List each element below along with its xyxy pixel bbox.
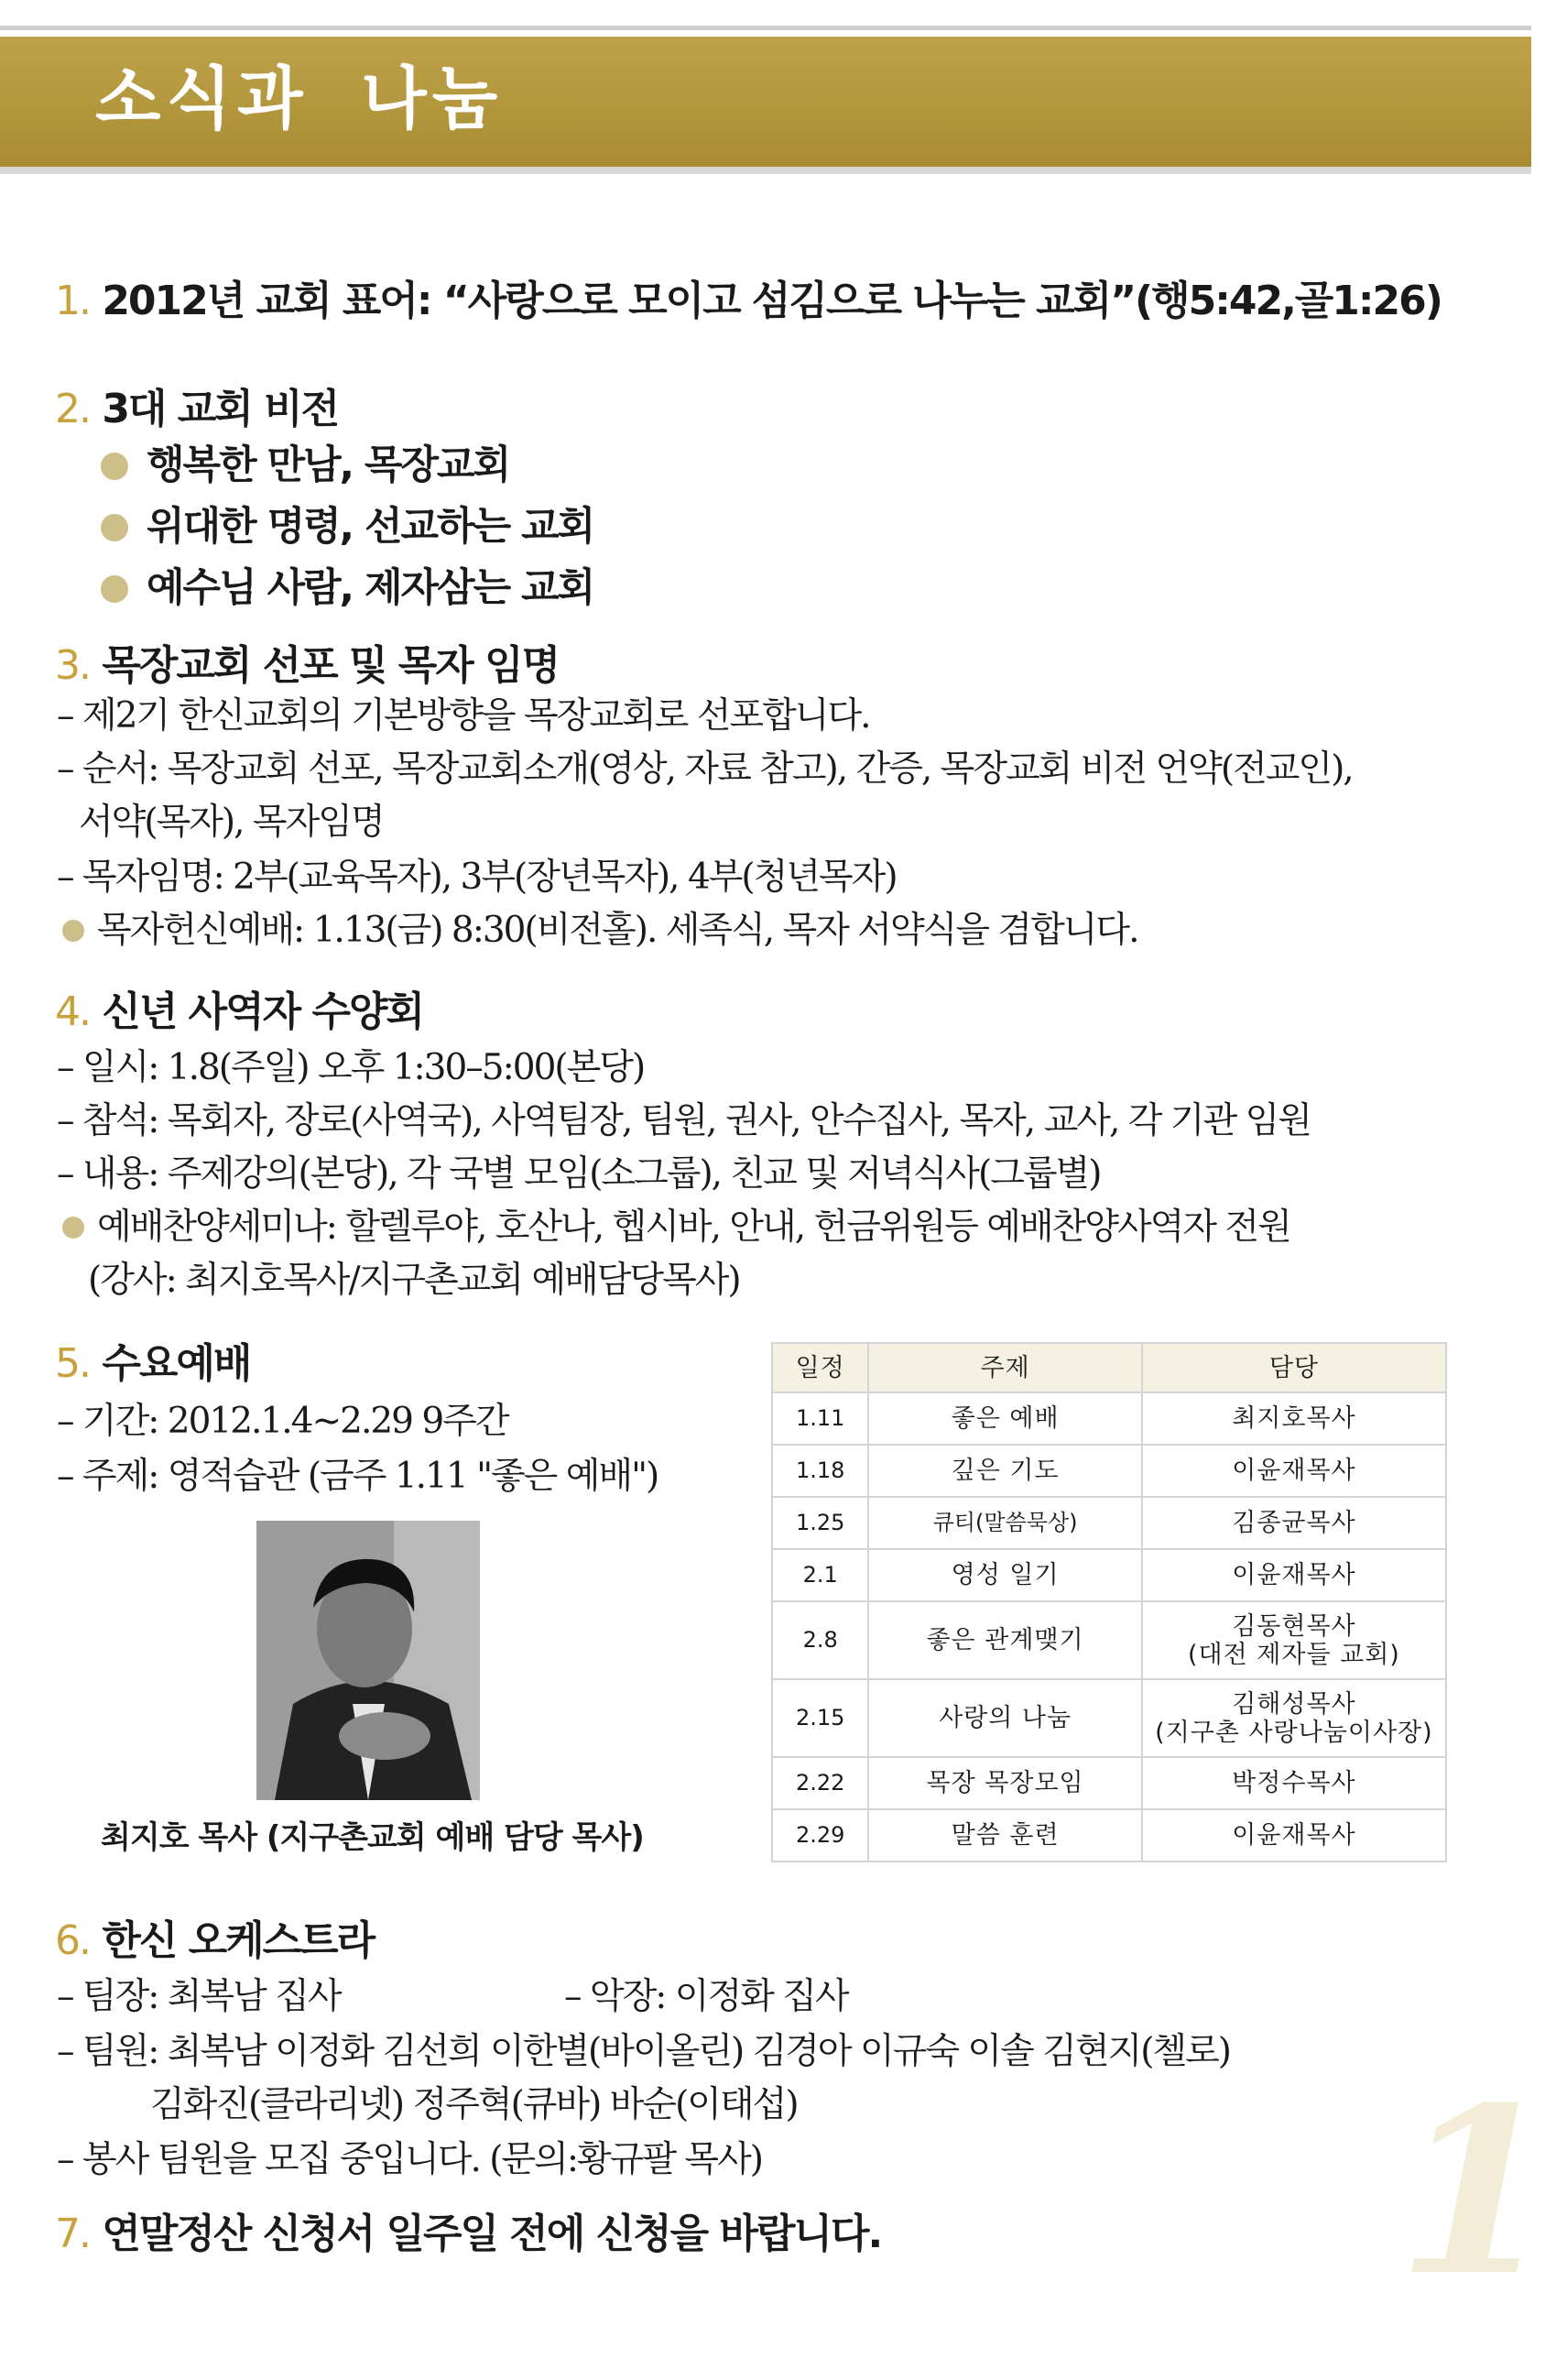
section-number: 3.	[55, 642, 90, 689]
section-6-line: – 봉사 팀원을 모집 중입니다. (문의:황규팔 목사)	[57, 2139, 762, 2180]
table-row	[772, 1392, 1446, 1445]
section-6-line: – 악장: 이정화 집사	[564, 1976, 848, 2017]
section-4-heading	[55, 978, 423, 1037]
leader-affiliation: (지구촌 사랑나눔이사장)	[1155, 1718, 1433, 1747]
leader-cell: 이윤재목사	[1142, 1549, 1446, 1601]
section-number: 7.	[55, 2211, 90, 2257]
section-2-title: 3대 교회 비전	[102, 386, 339, 432]
section-3-line: – 제2기 한신교회의 기본방향을 목장교회로 선포합니다.	[57, 695, 870, 737]
section-5-heading	[55, 1330, 250, 1389]
column-header: 담당	[1142, 1343, 1446, 1392]
vision-item: 위대한 명령, 선교하는 교회	[101, 496, 593, 551]
section-number: 1.	[55, 278, 90, 324]
topic-cell: 깊은 기도	[868, 1445, 1142, 1497]
section-4-line: (강사: 최지호목사/지구촌교회 예배담당목사)	[88, 1260, 740, 1301]
leader-cell: 박정수목사	[1142, 1757, 1446, 1809]
section-4-line: – 내용: 주제강의(본당), 각 국별 모임(소그룹), 친교 및 저녁식사(그룹별)	[57, 1153, 1101, 1195]
leader-cell	[1142, 1679, 1446, 1757]
section-2-heading	[55, 376, 338, 434]
leader-name: 김해성목사	[1232, 1689, 1356, 1719]
section-number: 4.	[55, 988, 90, 1035]
table-row	[772, 1497, 1446, 1549]
page-number: 1	[1397, 2057, 1556, 2326]
bullet-dot-icon	[101, 514, 128, 541]
leader-cell: 최지호목사	[1142, 1392, 1446, 1445]
column-header: 주제	[868, 1343, 1142, 1392]
topic-cell: 영성 일기	[868, 1549, 1142, 1601]
date-cell: 2.8	[772, 1601, 868, 1679]
section-6-line: – 팀장: 최복남 집사	[57, 1976, 341, 2017]
leader-cell: 이윤재목사	[1142, 1809, 1446, 1861]
topic-cell: 좋은 예배	[868, 1392, 1142, 1445]
section-7-text: 연말정산 신청서 일주일 전에 신청을 바랍니다.	[102, 2211, 882, 2257]
date-cell: 2.29	[772, 1809, 868, 1861]
section-5-line: – 주제: 영적습관 (금주 1.11 "좋은 예배")	[57, 1456, 658, 1497]
section-1-text: 2012년 교회 표어: “사랑으로 모이고 섬김으로 나누는 교회”(행5:42,골1:26)	[102, 278, 1442, 324]
table-row	[772, 1601, 1446, 1679]
section-number: 5.	[55, 1340, 90, 1387]
bullet-dot-icon	[62, 920, 84, 942]
section-number: 2.	[55, 386, 90, 432]
section-3-line: 서약(목자), 목자임명	[79, 802, 384, 843]
section-6-line: – 팀원: 최복남 이정화 김선희 이한별(바이올린) 김경아 이규숙 이솔 김현지(첼로)	[57, 2031, 1230, 2072]
topic-cell: 목장 목장모임	[868, 1757, 1142, 1809]
section-7-heading	[55, 2200, 881, 2259]
table-header-row	[772, 1343, 1446, 1392]
leader-name: 김동현목사	[1232, 1611, 1356, 1641]
section-3-title: 목장교회 선포 및 목자 임명	[102, 642, 560, 689]
speaker-photo	[256, 1521, 480, 1800]
page-title: 소식과 나눔	[95, 60, 504, 138]
section-4-line: – 일시: 1.8(주일) 오후 1:30–5:00(본당)	[57, 1047, 645, 1088]
section-1-heading	[55, 267, 1442, 326]
section-3-line: – 목자임명: 2부(교육목자), 3부(장년목자), 4부(청년목자)	[57, 857, 897, 898]
photo-caption: 최지호 목사 (지구촌교회 예배 담당 목사)	[101, 1819, 644, 1856]
bullet-dot-icon	[62, 1217, 84, 1239]
leader-cell: 이윤재목사	[1142, 1445, 1446, 1497]
section-3-heading	[55, 632, 559, 691]
date-cell: 1.25	[772, 1497, 868, 1549]
topic-cell: 좋은 관계맺기	[868, 1601, 1142, 1679]
table-row	[772, 1757, 1446, 1809]
table-row	[772, 1809, 1446, 1861]
date-cell: 1.18	[772, 1445, 868, 1497]
header-shadow	[0, 167, 1531, 174]
section-4-bullet-line: 예배찬양세미나: 할렐루야, 호산나, 헵시바, 안내, 헌금위원등 예배찬양사역자 전원	[62, 1198, 1290, 1250]
date-cell: 2.1	[772, 1549, 868, 1601]
leader-cell	[1142, 1601, 1446, 1679]
speaker-portrait-icon	[256, 1521, 480, 1800]
section-5-title: 수요예배	[102, 1340, 251, 1387]
column-header: 일정	[772, 1343, 868, 1392]
date-cell: 2.15	[772, 1679, 868, 1757]
table-row	[772, 1445, 1446, 1497]
bullet-dot-icon	[101, 575, 128, 603]
vision-item: 행복한 만남, 목장교회	[101, 434, 509, 490]
table-row	[772, 1679, 1446, 1757]
section-4-line: – 참석: 목회자, 장로(사역국), 사역팀장, 팀원, 권사, 안수집사, 목자, 교사, 각 기관 임원	[57, 1100, 1311, 1141]
section-6-line: 김화진(클라리넷) 정주혁(큐바) 바순(이태섭)	[150, 2084, 798, 2125]
top-rule	[0, 26, 1531, 30]
section-5-line: – 기간: 2012.1.4~2.29 9주간	[57, 1401, 508, 1442]
leader-cell: 김종균목사	[1142, 1497, 1446, 1549]
section-6-heading	[55, 1907, 374, 1966]
bullet-dot-icon	[101, 453, 128, 480]
topic-cell: 사랑의 나눔	[868, 1679, 1142, 1757]
section-4-title: 신년 사역자 수양회	[102, 988, 423, 1035]
section-3-line: – 순서: 목장교회 선포, 목장교회소개(영상, 자료 참고), 간증, 목장교회 비전 언약(전교인),	[57, 748, 1353, 790]
leader-affiliation: (대전 제자들 교회)	[1188, 1640, 1400, 1669]
table-row	[772, 1549, 1446, 1601]
section-3-bullet-line: 목자헌신예배: 1.13(금) 8:30(비전홀). 세족식, 목자 서약식을 겸합니다.	[62, 901, 1138, 953]
section-6-title: 한신 오케스트라	[102, 1917, 375, 1964]
section-number: 6.	[55, 1917, 90, 1964]
schedule-table	[771, 1342, 1447, 1862]
topic-cell: 큐티(말씀묵상)	[868, 1497, 1142, 1549]
topic-cell: 말씀 훈련	[868, 1809, 1142, 1861]
date-cell: 1.11	[772, 1392, 868, 1445]
date-cell: 2.22	[772, 1757, 868, 1809]
vision-item: 예수님 사람, 제자삼는 교회	[101, 557, 593, 613]
